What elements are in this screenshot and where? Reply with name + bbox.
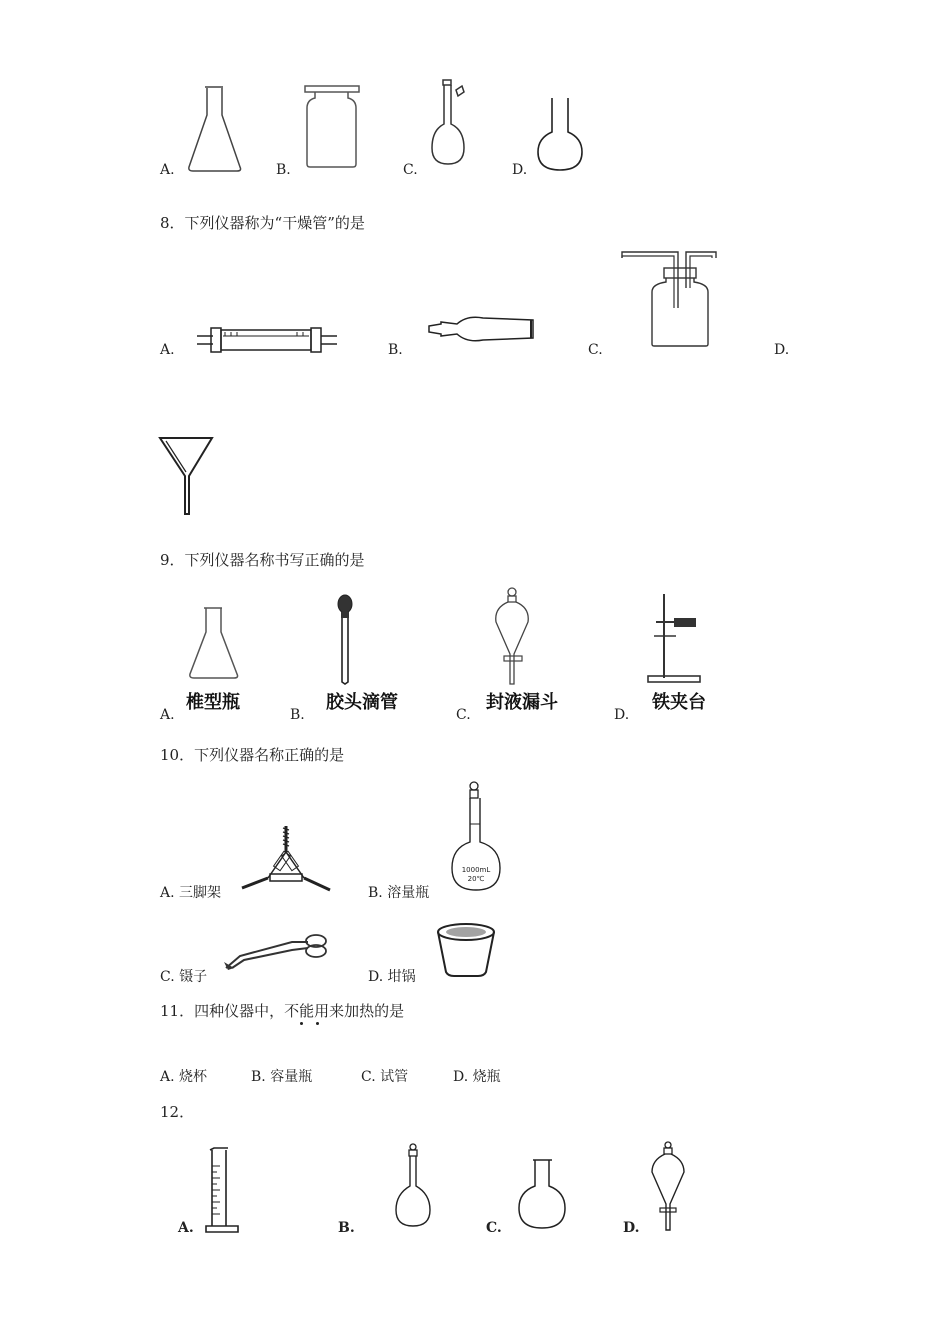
q12-option-c-label: C. [486, 1220, 502, 1236]
question-10-stem: 10．下列仪器名称正确的是 [160, 746, 345, 764]
q11-option-b: B. 容量瓶 [251, 1069, 313, 1085]
option-d-label: D. [512, 162, 528, 178]
q12-option-b-label: B. [338, 1220, 355, 1236]
question-9-stem: 9．下列仪器名称书写正确的是 [160, 551, 365, 569]
gas-washing-bottle-icon [620, 248, 720, 350]
round-bottom-flask-icon [535, 96, 585, 174]
q9-option-d-label: D. [614, 707, 630, 723]
q11-option-c: C. 试管 [361, 1069, 409, 1085]
q9-option-b-label: B. [290, 707, 305, 723]
q9-name-d: 铁夹台 [652, 692, 706, 713]
volumetric-flask-icon [428, 78, 478, 168]
flask-temp-text: 20℃ [467, 875, 485, 883]
separatory-funnel-icon [648, 1140, 692, 1232]
q10-option-a: A. 三脚架 [160, 885, 222, 901]
question-11-stem [160, 1002, 404, 1020]
q11-option-a: A. 烧杯 [160, 1069, 208, 1085]
option-a-label: A. [160, 162, 175, 178]
q9-name-b: 胶头滴管 [326, 692, 398, 713]
volumetric-flask-labeled-icon [448, 780, 506, 894]
emphasis-dot [316, 1022, 319, 1025]
crucible-tongs-icon [222, 932, 332, 972]
q10-option-c: C. 镊子 [160, 969, 208, 985]
reagent-bottle-icon [303, 84, 363, 170]
q10-option-d: D. 坩锅 [368, 969, 416, 985]
q8-option-b-label: B. [388, 342, 403, 358]
drying-tube-bulb-icon [427, 314, 539, 344]
iron-stand-icon [646, 592, 702, 688]
option-b-label: B. [276, 162, 291, 178]
q8-option-c-label: C. [588, 342, 603, 358]
q9-option-a-label: A. [160, 707, 175, 723]
q9-name-c: 封液漏斗 [486, 692, 558, 713]
question-12-stem: 12． [160, 1103, 195, 1121]
conical-flask-icon [186, 606, 242, 682]
q8-option-a-label: A. [160, 342, 175, 358]
drying-tube-straight-icon [197, 322, 337, 358]
question-8-stem: 8．下列仪器称为“干燥管”的是 [160, 214, 365, 232]
separatory-funnel-icon [490, 586, 534, 686]
q11-stem-prefix: 11．四种仪器中， [160, 1002, 285, 1020]
erlenmeyer-flask-icon [185, 85, 245, 175]
dropper-icon [334, 594, 356, 686]
graduated-cylinder-icon [204, 1146, 244, 1236]
q11-stem-suffix: 用来加热的是 [314, 1002, 405, 1020]
q9-option-c-label: C. [456, 707, 471, 723]
flask-volume-text: 1000mL [461, 866, 491, 874]
q10-option-b: B. 溶量瓶 [368, 885, 430, 901]
q9-name-a: 椎型瓶 [186, 692, 240, 713]
q8-option-d-label: D. [774, 342, 790, 358]
round-bottom-flask-icon [516, 1158, 568, 1232]
funnel-icon [158, 436, 214, 518]
q12-option-a-label: A. [178, 1220, 194, 1236]
crucible-icon [434, 922, 498, 978]
clay-triangle-icon [238, 822, 334, 896]
q11-stem-emphasis: 不能 [284, 1002, 315, 1020]
q11-option-d: D. 烧瓶 [453, 1069, 501, 1085]
q12-option-d-label: D. [623, 1220, 640, 1236]
volumetric-flask-icon [393, 1142, 437, 1230]
emphasis-dot [300, 1022, 303, 1025]
option-c-label: C. [403, 162, 418, 178]
